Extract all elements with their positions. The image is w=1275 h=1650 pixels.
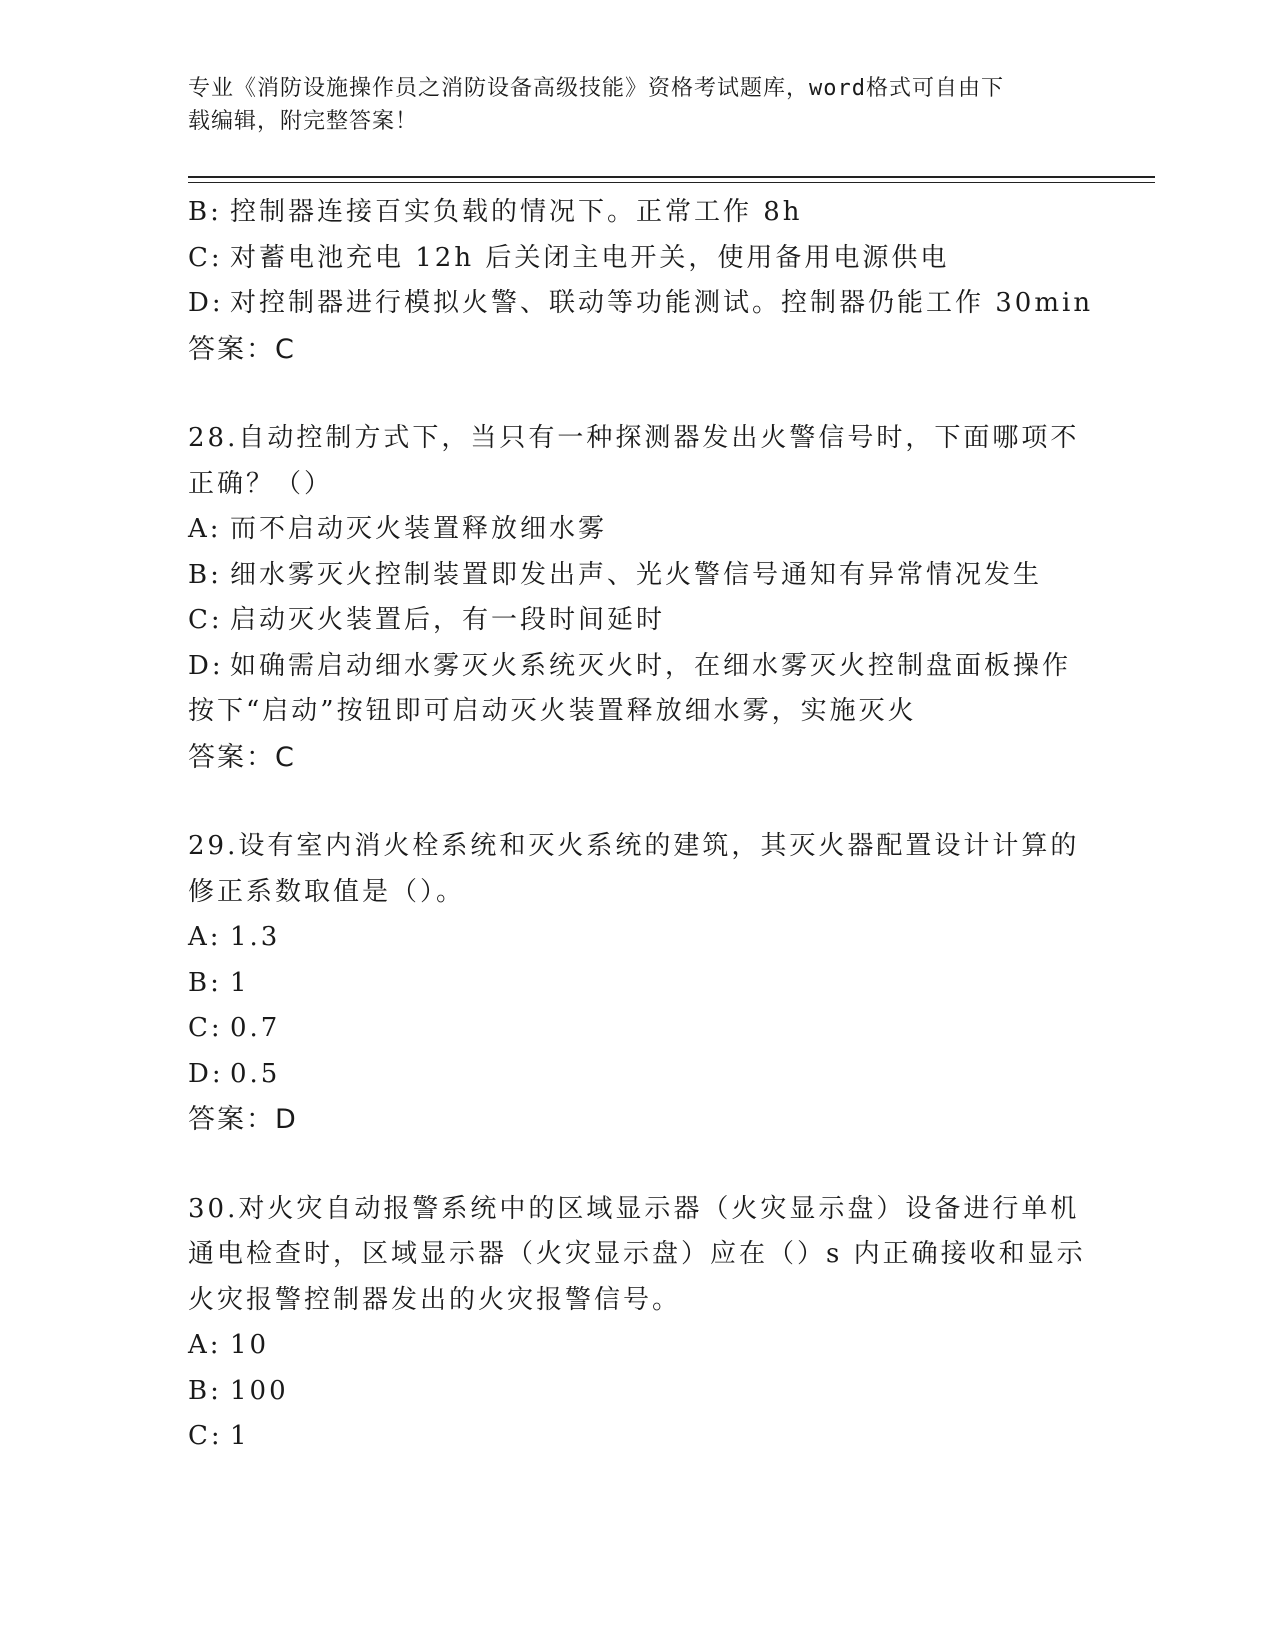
option-c [188, 598, 1088, 644]
option-text: 1 [230, 1421, 250, 1451]
option-key: D: [188, 1058, 224, 1089]
option-key: B: [188, 1375, 222, 1406]
answer-line: 答案：C [188, 333, 296, 365]
option-text: 对控制器进行模拟火警、联动等功能测试。控制器仍能工作 30min [230, 288, 1094, 318]
option-text: 0.5 [230, 1058, 281, 1089]
option-text: 启动灭火装置后，有一段时间延时 [230, 605, 666, 635]
option-d [188, 281, 1094, 327]
question-29-line-2: 修正系数取值是（）。 [188, 876, 466, 907]
option-d [188, 1052, 1088, 1098]
option-a [188, 507, 1088, 553]
option-d-continuation: 按下“启动”按钮即可启动灭火装置释放细水雾，实施灭火 [188, 696, 917, 726]
question-content [188, 190, 1094, 1460]
option-text: 1 [230, 967, 250, 998]
option-key: C: [188, 1013, 223, 1043]
header-line-2: 载编辑，附完整答案！ [188, 109, 419, 134]
header-rule-thin [188, 182, 1155, 183]
question-30-line-3: 火灾报警控制器发出的火灾报警信号。 [188, 1284, 682, 1315]
option-text: 1.3 [230, 922, 281, 952]
option-b [188, 1369, 1088, 1415]
option-c [188, 1414, 1088, 1460]
question-30-line-2: 通电检查时，区域显示器（火灾显示盘）应在（）s 内正确接收和显示 [188, 1239, 1086, 1269]
question-29-line-1: 29.设有室内消火栓系统和灭火系统的建筑，其灭火器配置设计计算的 [188, 831, 1080, 861]
option-text: 10 [230, 1330, 270, 1360]
option-key: C: [188, 605, 223, 635]
option-c [188, 236, 1088, 282]
answer-line: 答案：C [188, 741, 296, 773]
option-key: A: [188, 922, 222, 952]
header-rule-thick [188, 176, 1155, 178]
option-text: 如确需启动细水雾灭火系统灭火时，在细水雾灭火控制盘面板操作 [230, 650, 1072, 681]
option-text: 对蓄电池充电 12h 后关闭主电开关，使用备用电源供电 [230, 242, 950, 273]
option-text: 而不启动灭火装置释放细水雾 [230, 514, 608, 544]
option-d [188, 644, 1088, 690]
option-text: 100 [230, 1375, 289, 1406]
option-text: 细水雾灭火控制装置即发出声、光火警信号通知有异常情况发生 [230, 559, 1043, 590]
option-key: C: [188, 242, 223, 273]
option-text: 0.7 [230, 1013, 281, 1043]
option-key: B: [188, 559, 222, 590]
option-key: B: [188, 197, 222, 227]
question-28-line-2: 正确？（） [188, 468, 334, 499]
document-header [188, 72, 1088, 138]
option-b [188, 961, 1088, 1007]
option-c [188, 1006, 1088, 1052]
option-key: B: [188, 967, 222, 998]
option-b [188, 553, 1088, 599]
option-key: D: [188, 650, 224, 681]
option-b [188, 190, 1088, 236]
option-key: A: [188, 514, 222, 544]
option-key: D: [188, 288, 224, 318]
option-key: C: [188, 1421, 223, 1451]
option-a [188, 1323, 1088, 1369]
question-28-line-1: 28.自动控制方式下，当只有一种探测器发出火警信号时，下面哪项不 [188, 423, 1080, 453]
header-line-1: 专业《消防设施操作员之消防设备高级技能》资格考试题库，word格式可自由下 [188, 76, 1004, 101]
answer-line: 答案：D [188, 1104, 298, 1135]
option-text: 控制器连接百实负载的情况下。正常工作 8h [230, 197, 803, 227]
question-30-line-1: 30.对火灾自动报警系统中的区域显示器（火灾显示盘）设备进行单机 [188, 1193, 1080, 1224]
option-a [188, 915, 1088, 961]
option-key: A: [188, 1330, 222, 1360]
